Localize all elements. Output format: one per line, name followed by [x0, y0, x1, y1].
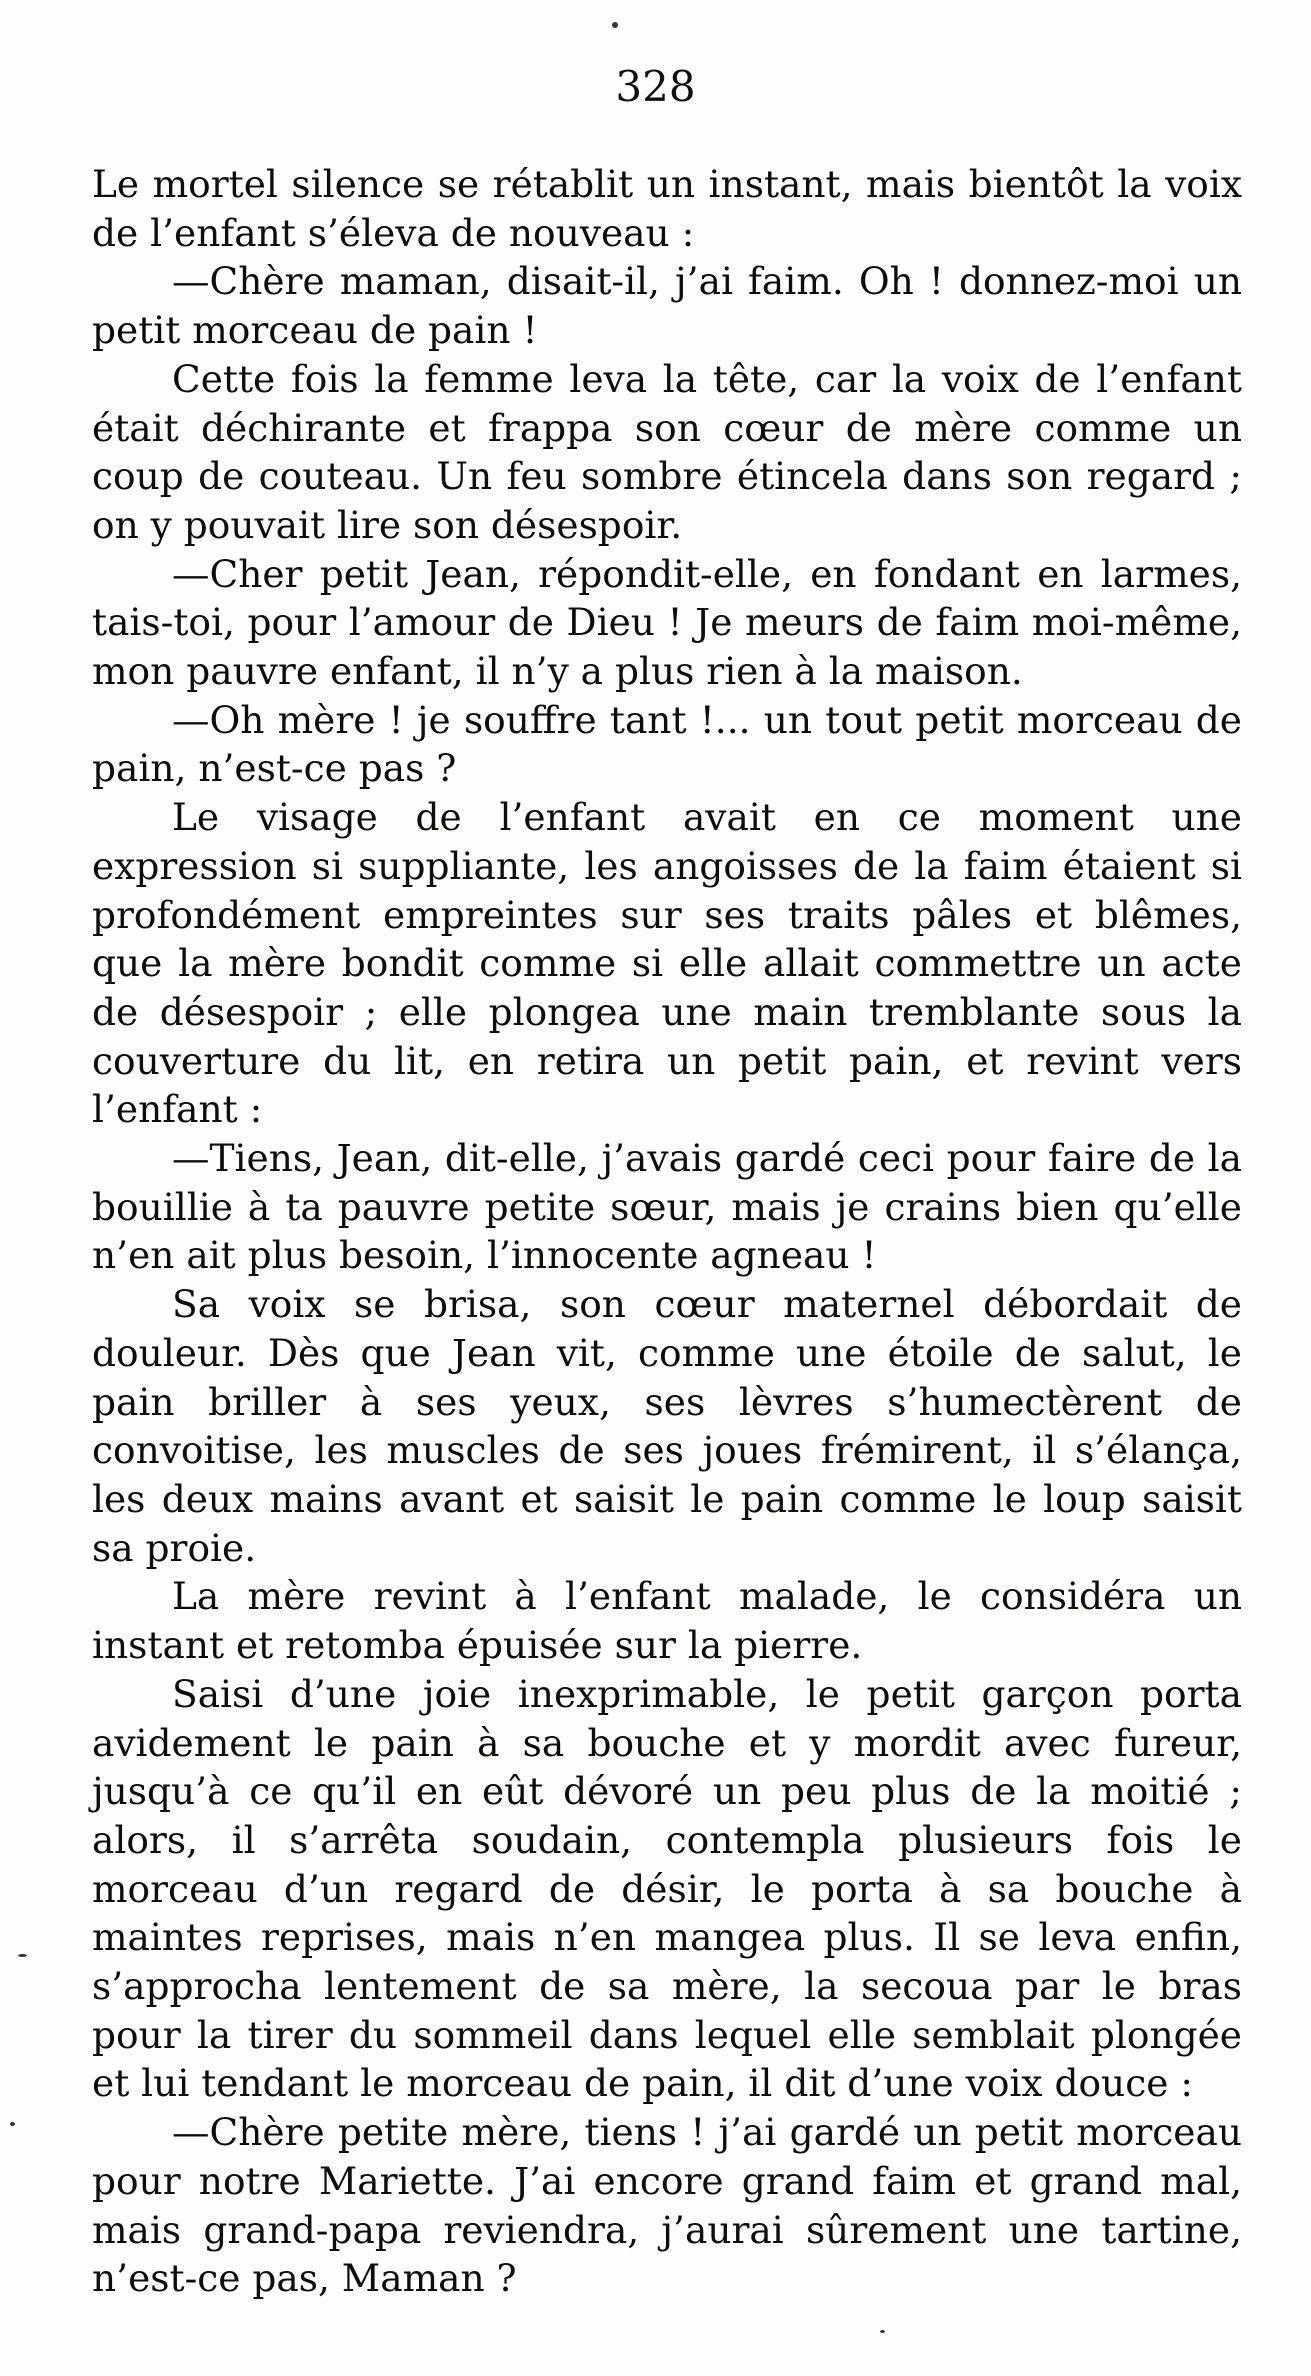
- paragraph-2: —Chère maman, disait-il, j’ai faim. Oh ! donnez-moi un petit morceau de pain !: [92, 259, 1242, 353]
- page-number: 328: [615, 62, 696, 111]
- paragraph-9: La mère revint à l’enfant malade, le considéra un instant et retomba épuisée sur la pierre.: [92, 1574, 1242, 1668]
- paragraph-1: Le mortel silence se rétablit un instant, mais bientôt la voix de l’enfant s’éleva de nouveau :: [92, 162, 1242, 255]
- scan-speck: [880, 2330, 885, 2333]
- body-text: [92, 160, 1242, 2303]
- paragraph-7: —Tiens, Jean, dit-elle, j’avais gardé ceci pour faire de la bouillie à ta pauvre petite sœur, mais je crains bien qu’elle n’en ait plus besoin, l’innocente agneau !: [92, 1136, 1242, 1278]
- paragraph-5: —Oh mère ! je souffre tant !... un tout petit morceau de pain, n’est-ce pas ?: [92, 697, 1242, 791]
- paragraph-8: Sa voix se brisa, son cœur maternel débordait de douleur. Dès que Jean vit, comme une étoile de salut, le pain briller à ses yeux, ses lèvres s’humectèrent de convoitise, les muscles de ses joues frémirent, il s’élança, les deux mains avant et saisit le pain comme le loup saisit sa proie.: [92, 1282, 1242, 1570]
- paragraph-4: —Cher petit Jean, répondit-elle, en fondant en larmes, tais-toi, pour l’amour de Dieu ! Je meurs de faim moi-même, mon pauvre enfant, il n’y a plus rien à la maison.: [92, 551, 1242, 694]
- scan-speck: [10, 2122, 15, 2126]
- scan-speck: [612, 22, 618, 28]
- paragraph-10: Saisi d’une joie inexprimable, le petit garçon porta avidement le pain à sa bouche et y mordit avec fureur, jusqu’à ce qu’il en eût dévoré un peu plus de la moitié ; alors, il s’arrêta soudain, contempla plusieurs fois le morceau d’un regard de désir, le porta à sa bouche à maintes reprises, mais n’en mangea plus. Il se leva enfin, s’approcha lentement de sa mère, la secoua par le bras pour la tirer du sommeil dans lequel elle semblait plongée et lui tendant le morceau de pain, il dit d’une voix douce :: [92, 1671, 1242, 2106]
- scan-speck: [18, 1954, 27, 1957]
- paragraph-11: —Chère petite mère, tiens ! j’ai gardé un petit morceau pour notre Mariette. J’ai encore grand faim et grand mal, mais grand-papa reviendra, j’aurai sûrement une tartine, n’est-ce pas, Maman ?: [92, 2110, 1242, 2301]
- paragraph-6: Le visage de l’enfant avait en ce moment une expression si suppliante, les angoisses de la faim étaient si profondément empreintes sur ses traits pâles et blêmes, que la mère bondit comme si elle allait commettre un acte de désespoir ; elle plongea une main tremblante sous la couverture du lit, en retira un petit pain, et revint vers l’enfant :: [92, 795, 1242, 1132]
- paragraph-3: Cette fois la femme leva la tête, car la voix de l’enfant était déchirante et frappa son cœur de mère comme un coup de couteau. Un feu sombre étincela dans son regard ; on y pouvait lire son désespoir.: [92, 356, 1242, 547]
